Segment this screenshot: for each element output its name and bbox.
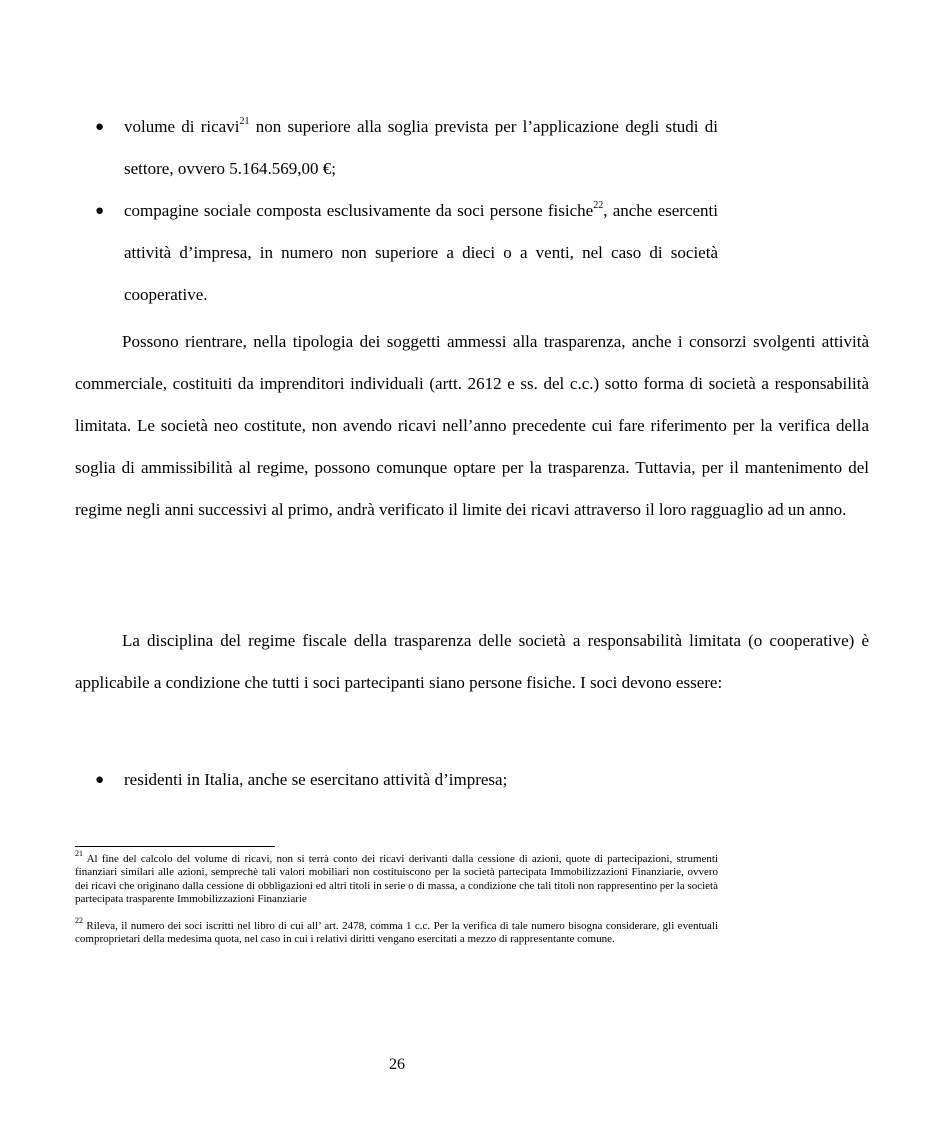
bullet-text: compagine sociale composta esclusivamente da soci persone fisiche bbox=[124, 201, 594, 220]
footnote-separator bbox=[75, 846, 275, 847]
bullet-text: non superiore alla soglia prevista per l’applicazione degli studi di settore, ovvero 5.164.569,00 €; bbox=[124, 117, 718, 178]
footnote-number: 22 bbox=[75, 915, 83, 925]
bullet-dot-icon: ● bbox=[95, 119, 105, 135]
footnote-21 bbox=[75, 849, 718, 907]
bullet-text: , anche esercenti attività d’impresa, in numero non superiore a dieci o a venti, nel caso di società cooperative. bbox=[124, 201, 718, 304]
footnotes-section bbox=[75, 849, 718, 959]
footnote-22 bbox=[75, 915, 718, 947]
bullet-dot-icon: ● bbox=[95, 203, 105, 219]
footnote-ref-21[interactable]: 21 bbox=[239, 116, 250, 128]
footnote-ref-22[interactable]: 22 bbox=[593, 200, 604, 212]
bullet-dot-icon: ● bbox=[95, 772, 105, 788]
paragraph-discipline: La disciplina del regime fiscale della trasparenza delle società a responsabilità limitata (o cooperative) è applicabile a condizione che tutti i soci partecipanti siano persone fisiche. I soci devono essere: bbox=[75, 631, 869, 692]
bullet-text: residenti in Italia, anche se esercitano attività d’impresa; bbox=[124, 770, 508, 789]
paragraph-consortia: Possono rientrare, nella tipologia dei soggetti ammessi alla trasparenza, anche i consorzi svolgenti attività commerciale, costituiti da imprenditori individuali (artt. 2612 e ss. del c.c.) sotto forma di società a responsabilità limitata. Le società neo costitute, non avendo ricavi nell’anno precedente cui fare riferimento per la verifica della soglia di ammissibilità al regime, possono comunque optare per la trasparenza. Tuttavia, per il mantenimento del regime negli anni successivi al primo, andrà verificato il limite dei ricavi attraverso il loro ragguaglio ad un anno. bbox=[75, 332, 869, 519]
footnote-text: Al fine del calcolo del volume di ricavi, non si terrà conto dei ricavi derivanti dalla cessione di azioni, quote di partecipazioni, strumenti finanziari similari alle azioni, semprechè tali valori mobiliari non costituiscono per la società partecipata Immobilizzazioni Finanziarie, ovvero dei ricavi che originano dalla cessione di obbligazioni ed altri titoli in serie o di massa, a condizione che tali titoli non rappresentino per la società partecipata trasparente Immobilizzazioni Finanziarie bbox=[75, 853, 718, 906]
footnote-number: 21 bbox=[75, 849, 83, 859]
bullet-list-partners bbox=[0, 759, 794, 801]
page-number: 26 bbox=[389, 1056, 405, 1073]
bullet-item-revenue bbox=[0, 106, 794, 190]
bullet-item-residents bbox=[0, 759, 794, 801]
footnote-text: Rileva, il numero dei soci iscritti nel libro di cui all’ art. 2478, comma 1 c.c. Per la verifica di tale numero bisogna considerare, gli eventuali comproprietari della medesima quota, nel caso in cui i relativi diritti vengano esercitati a mezzo di rappresentante comune. bbox=[75, 919, 718, 946]
bullet-list-requirements bbox=[0, 106, 794, 316]
bullet-item-shareholders bbox=[0, 190, 794, 316]
bullet-text: volume di ricavi bbox=[124, 117, 240, 136]
